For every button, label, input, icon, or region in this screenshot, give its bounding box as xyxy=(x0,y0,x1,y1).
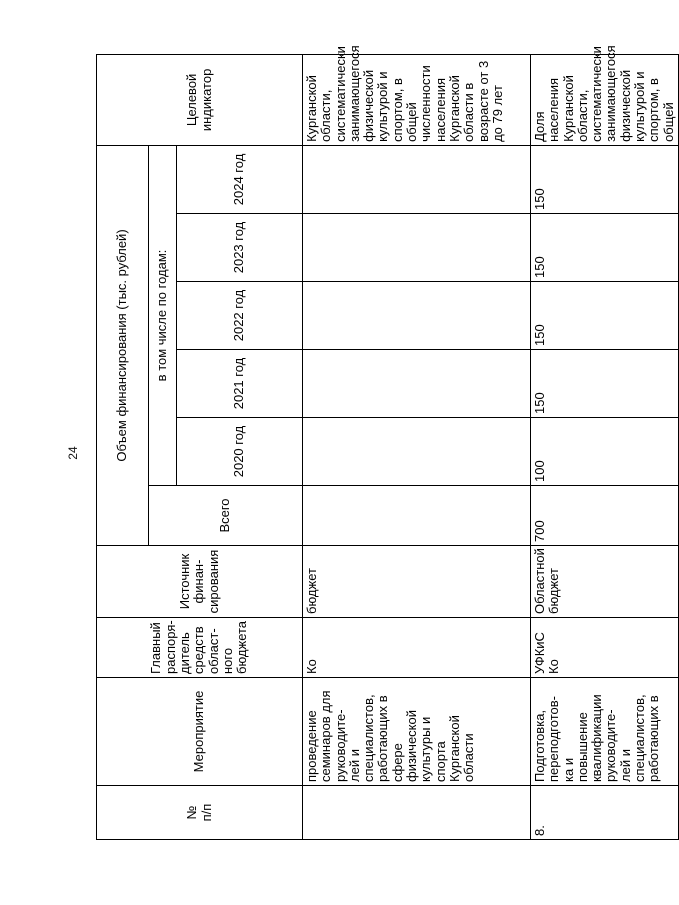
header-y2023 xyxy=(177,214,303,282)
row-indicator-cell xyxy=(303,45,531,145)
row-admin: Ко xyxy=(304,659,319,674)
row-y2023-cell xyxy=(531,214,679,282)
header-row-1 xyxy=(97,54,149,839)
header-total xyxy=(149,486,303,546)
header-y2024-text: 2024 год xyxy=(231,153,247,206)
header-by-years xyxy=(149,145,177,485)
header-y2023-text: 2023 год xyxy=(231,221,247,274)
row-admin-cell xyxy=(303,618,531,678)
header-source-text: Источник финан- сирования xyxy=(177,549,221,614)
row-y2021-cell xyxy=(531,350,679,418)
row-y2022-cell xyxy=(303,282,531,350)
header-num xyxy=(97,786,303,840)
header-funding-text: Объем финансирования (тыс. рублей) xyxy=(114,229,130,462)
row-y2023: 150 xyxy=(532,256,547,278)
header-source xyxy=(97,546,303,618)
row-num-cell xyxy=(531,786,679,840)
row-total-cell xyxy=(303,486,531,546)
header-admin xyxy=(97,618,303,678)
table-row xyxy=(303,54,531,839)
header-y2022 xyxy=(177,282,303,350)
row-num: 8. xyxy=(532,825,547,836)
row-indicator: Доля населения Курганской области, систематически занимающегося физической культурой и спортом, в общей xyxy=(532,45,676,142)
header-y2020 xyxy=(177,418,303,486)
header-event xyxy=(97,678,303,786)
header-y2022-text: 2022 год xyxy=(231,289,247,342)
row-y2021: 150 xyxy=(532,392,547,414)
header-y2020-text: 2020 год xyxy=(231,425,247,478)
row-indicator: Курганской области, систематически занимающегося физической культурой и спортом, в общей численности населения Курганской области в возрасте от 3 до 79 лет xyxy=(304,45,505,142)
row-total: 700 xyxy=(532,520,547,542)
row-event-cell xyxy=(531,678,679,786)
row-event: проведение семинаров для руководите- лей и специалистов, работающих в сфере физической культуры и спорта Курганской области xyxy=(304,690,477,782)
row-y2020-cell xyxy=(303,418,531,486)
row-num-cell xyxy=(303,786,531,840)
row-y2022: 150 xyxy=(532,324,547,346)
row-admin-cell xyxy=(531,618,679,678)
header-by-years-text: в том числе по годам: xyxy=(154,249,170,382)
row-source: Областной бюджет xyxy=(532,548,562,614)
header-num-text: № п/п xyxy=(184,803,214,822)
header-total-text: Всего xyxy=(217,498,233,533)
row-y2020: 100 xyxy=(532,460,547,482)
header-indicator-text: Целевой индикатор xyxy=(184,68,214,132)
row-y2024: 150 xyxy=(532,188,547,210)
row-event-cell xyxy=(303,678,531,786)
header-y2021 xyxy=(177,350,303,418)
row-y2020-cell xyxy=(531,418,679,486)
header-event-text: Мероприятие xyxy=(191,690,207,773)
row-y2023-cell xyxy=(303,214,531,282)
row-event: Подготовка, переподготов- ка и повышение квалификации руководите- лей и специалистов, работающих в xyxy=(532,694,662,782)
row-indicator-cell xyxy=(531,45,679,145)
row-y2024-cell xyxy=(303,145,531,213)
rotated-table-container xyxy=(96,45,676,840)
row-y2024-cell xyxy=(531,145,679,213)
row-admin: УФКиС Ко xyxy=(532,632,562,674)
funding-table xyxy=(96,45,679,840)
row-source-cell xyxy=(531,546,679,618)
header-indicator xyxy=(97,54,303,145)
row-source-cell xyxy=(303,546,531,618)
row-source: бюджет xyxy=(304,568,319,614)
row-total-cell xyxy=(531,486,679,546)
table-row xyxy=(531,54,679,839)
header-y2021-text: 2021 год xyxy=(231,357,247,410)
page-number: 24 xyxy=(66,446,80,460)
header-y2024 xyxy=(177,145,303,213)
row-y2021-cell xyxy=(303,350,531,418)
row-y2022-cell xyxy=(531,282,679,350)
header-admin-text: Главный распоря- дитель средств област- ного бюджета xyxy=(148,620,250,674)
header-funding xyxy=(97,145,149,545)
